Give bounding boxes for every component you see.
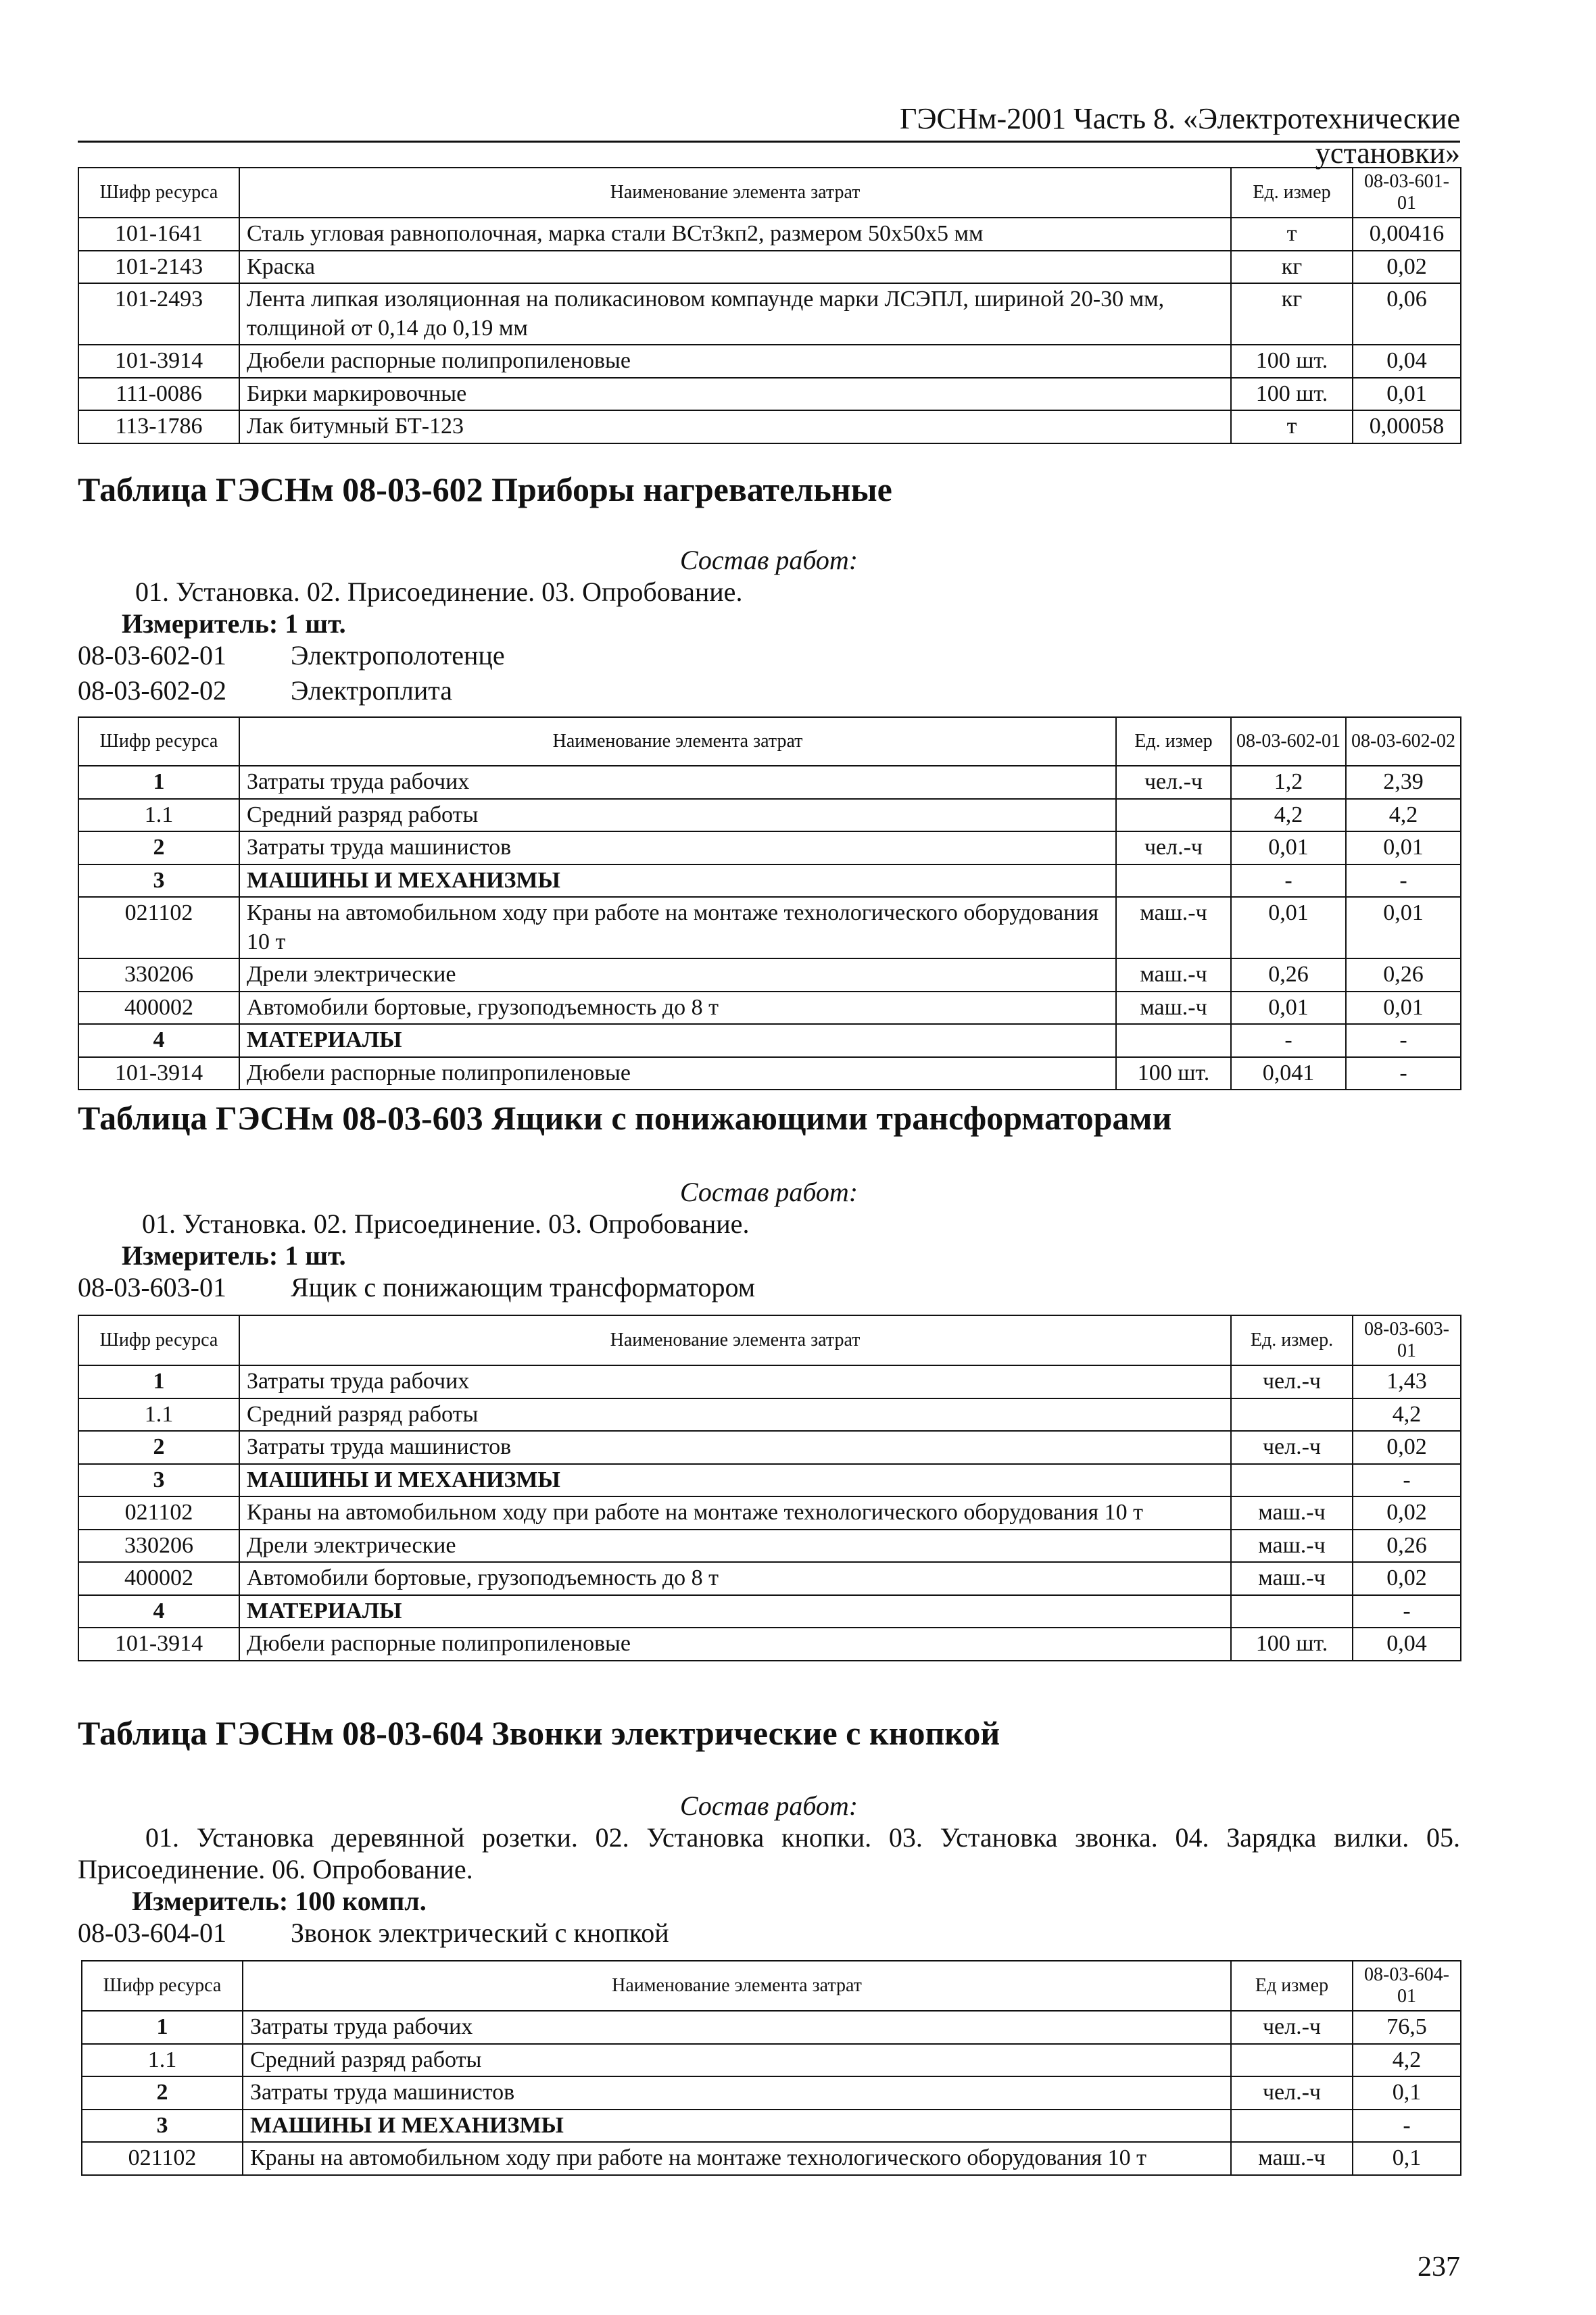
resource-unit: чел.-ч bbox=[1116, 831, 1231, 864]
resource-code: 101-2493 bbox=[78, 283, 239, 345]
resource-unit: чел.-ч bbox=[1231, 2011, 1353, 2044]
norm-value: 0,01 bbox=[1231, 992, 1346, 1025]
page-number: 237 bbox=[1418, 2251, 1460, 2283]
norm-value: 4,2 bbox=[1353, 1398, 1461, 1432]
resource-code: 2 bbox=[82, 2076, 243, 2110]
resource-code: 1 bbox=[78, 766, 239, 799]
table-row bbox=[78, 958, 1461, 992]
norm-value: 4,2 bbox=[1353, 2044, 1461, 2077]
resource-name: Бирки маркировочные bbox=[239, 378, 1231, 411]
norm-value: 0,01 bbox=[1346, 831, 1461, 864]
norm-value: 76,5 bbox=[1353, 2011, 1461, 2044]
resource-name: Лента липкая изоляционная на поликасиновом компаунде марки ЛСЭПЛ, шириной 20-30 мм, толщиной от 0,14 до 0,19 мм bbox=[239, 283, 1231, 345]
table-row bbox=[82, 2076, 1461, 2110]
norm-item bbox=[78, 1271, 755, 1307]
col-header-unit: Ед. измер bbox=[1116, 717, 1231, 766]
norm-value: 0,1 bbox=[1353, 2076, 1461, 2110]
resource-unit: чел.-ч bbox=[1231, 1365, 1353, 1398]
running-header: ГЭСНм-2001 Часть 8. «Электротехнические установки» bbox=[900, 102, 1460, 170]
resource-name: МАШИНЫ И МЕХАНИЗМЫ bbox=[239, 864, 1116, 898]
col-header-unit: Ед. измер. bbox=[1231, 1315, 1353, 1365]
resource-unit: чел.-ч bbox=[1231, 1431, 1353, 1464]
norm-item-list bbox=[78, 639, 505, 710]
resource-code: 330206 bbox=[78, 958, 239, 992]
norm-value: 0,06 bbox=[1353, 283, 1461, 345]
resource-unit: кг bbox=[1231, 283, 1353, 345]
table-row bbox=[78, 251, 1461, 284]
norm-value: 0,041 bbox=[1231, 1057, 1346, 1090]
table-row bbox=[82, 2142, 1461, 2175]
resource-unit: маш.-ч bbox=[1231, 1496, 1353, 1530]
resource-code: 4 bbox=[78, 1595, 239, 1628]
section-title-604: Таблица ГЭСНм 08-03-604 Звонки электрические с кнопкой bbox=[78, 1714, 1000, 1752]
resource-name: Дюбели распорные полипропиленовые bbox=[239, 1057, 1116, 1090]
resource-code: 400002 bbox=[78, 1562, 239, 1595]
col-header-unit: Ед. измер bbox=[1231, 168, 1353, 218]
table-row bbox=[78, 831, 1461, 864]
resource-name: Затраты труда рабочих bbox=[239, 1365, 1231, 1398]
resource-unit bbox=[1231, 1398, 1353, 1432]
norm-value: 0,1 bbox=[1353, 2142, 1461, 2175]
norm-value: 4,2 bbox=[1346, 799, 1461, 832]
resource-unit: т bbox=[1231, 218, 1353, 251]
col-header-name: Наименование элемента затрат bbox=[239, 1315, 1231, 1365]
resource-name: Средний разряд работы bbox=[239, 1398, 1231, 1432]
section-title-602: Таблица ГЭСНм 08-03-602 Приборы нагревательные bbox=[78, 470, 892, 508]
table-row bbox=[78, 1365, 1461, 1398]
norm-value: - bbox=[1353, 1464, 1461, 1497]
resource-code: 1 bbox=[78, 1365, 239, 1398]
resource-name: Краны на автомобильном ходу при работе на монтаже технологического оборудования 10 т bbox=[243, 2142, 1231, 2175]
norm-item-name: Электроплита bbox=[291, 675, 452, 706]
norm-value: 1,43 bbox=[1353, 1365, 1461, 1398]
table-row bbox=[78, 992, 1461, 1025]
norm-value: 0,01 bbox=[1346, 897, 1461, 958]
resource-unit bbox=[1116, 1024, 1231, 1057]
resource-code: 021102 bbox=[82, 2142, 243, 2175]
resource-code: 330206 bbox=[78, 1530, 239, 1563]
norm-value: 0,01 bbox=[1353, 378, 1461, 411]
norm-item-name: Звонок электрический с кнопкой bbox=[291, 1918, 669, 1948]
resource-unit: маш.-ч bbox=[1231, 2142, 1353, 2175]
norm-item bbox=[78, 1917, 669, 1952]
norm-value: 0,26 bbox=[1353, 1530, 1461, 1563]
resource-unit: т bbox=[1231, 410, 1353, 443]
measure-label: Измеритель: bbox=[122, 1240, 279, 1271]
norm-value: 0,00416 bbox=[1353, 218, 1461, 251]
resource-code: 101-1641 bbox=[78, 218, 239, 251]
resource-code: 101-3914 bbox=[78, 1057, 239, 1090]
resource-name: Дюбели распорные полипропиленовые bbox=[239, 1628, 1231, 1661]
table-row bbox=[82, 2044, 1461, 2077]
resource-name: Краска bbox=[239, 251, 1231, 284]
norm-item bbox=[78, 675, 505, 710]
resource-name: Средний разряд работы bbox=[239, 799, 1116, 832]
header-rule bbox=[78, 141, 1460, 143]
resource-code: 1.1 bbox=[82, 2044, 243, 2077]
resource-unit: 100 шт. bbox=[1231, 378, 1353, 411]
table-row bbox=[78, 897, 1461, 958]
table-row bbox=[78, 1024, 1461, 1057]
resource-name: Дюбели распорные полипропиленовые bbox=[239, 345, 1231, 378]
table-row bbox=[78, 1562, 1461, 1595]
norm-value: 0,02 bbox=[1353, 251, 1461, 284]
table-row bbox=[78, 378, 1461, 411]
col-header-name: Наименование элемента затрат bbox=[243, 1961, 1231, 2011]
measure-value: 1 шт. bbox=[285, 1240, 346, 1271]
norm-value: 0,00058 bbox=[1353, 410, 1461, 443]
norm-item-code: 08-03-604-01 bbox=[78, 1918, 226, 1948]
resource-code: 111-0086 bbox=[78, 378, 239, 411]
resource-name: МАТЕРИАЛЫ bbox=[239, 1595, 1231, 1628]
table-row bbox=[78, 1464, 1461, 1497]
measure-unit bbox=[132, 1885, 427, 1917]
resource-name: Затраты труда рабочих bbox=[239, 766, 1116, 799]
table-row bbox=[78, 345, 1461, 378]
col-header-name: Наименование элемента затрат bbox=[239, 717, 1116, 766]
norm-value: 0,26 bbox=[1346, 958, 1461, 992]
resource-code: 2 bbox=[78, 1431, 239, 1464]
col-header-code: Шифр ресурса bbox=[78, 168, 239, 218]
resource-table-604 bbox=[81, 1960, 1461, 2176]
resource-unit: маш.-ч bbox=[1231, 1562, 1353, 1595]
resource-code: 021102 bbox=[78, 897, 239, 958]
table-row bbox=[78, 218, 1461, 251]
norm-value: - bbox=[1346, 864, 1461, 898]
measure-label: Измеритель: bbox=[132, 1886, 289, 1916]
resource-unit: кг bbox=[1231, 251, 1353, 284]
norm-value: 0,04 bbox=[1353, 345, 1461, 378]
resource-unit: чел.-ч bbox=[1116, 766, 1231, 799]
resource-code: 1.1 bbox=[78, 1398, 239, 1432]
resource-code: 1 bbox=[82, 2011, 243, 2044]
work-composition-text: 01. Установка. 02. Присоединение. 03. Опробование. bbox=[135, 577, 743, 607]
measure-value: 100 компл. bbox=[295, 1886, 427, 1916]
resource-unit bbox=[1231, 2110, 1353, 2143]
col-header-unit: Ед измер bbox=[1231, 1961, 1353, 2011]
norm-item-code: 08-03-602-02 bbox=[78, 675, 226, 706]
work-composition-text-cont: Присоединение. 06. Опробование. bbox=[78, 1854, 473, 1884]
resource-name: Средний разряд работы bbox=[243, 2044, 1231, 2077]
norm-item-name: Ящик с понижающим трансформатором bbox=[291, 1272, 756, 1302]
table-row bbox=[78, 1398, 1461, 1432]
col-header-code: Шифр ресурса bbox=[78, 717, 239, 766]
resource-table-601 bbox=[78, 167, 1461, 444]
resource-unit bbox=[1116, 799, 1231, 832]
table-row bbox=[82, 2110, 1461, 2143]
resource-code: 113-1786 bbox=[78, 410, 239, 443]
resource-name: МАШИНЫ И МЕХАНИЗМЫ bbox=[239, 1464, 1231, 1497]
table-row bbox=[78, 1496, 1461, 1530]
work-composition-text: 01. Установка деревянной розетки. 02. Установка кнопки. 03. Установка звонка. 04. Зарядка вилки. 05. bbox=[145, 1822, 1460, 1853]
table-row bbox=[78, 766, 1461, 799]
resource-unit: маш.-ч bbox=[1231, 1530, 1353, 1563]
resource-unit: 100 шт. bbox=[1231, 345, 1353, 378]
norm-value: 4,2 bbox=[1231, 799, 1346, 832]
norm-item bbox=[78, 639, 505, 675]
resource-name: Дрели электрические bbox=[239, 1530, 1231, 1563]
table-row bbox=[78, 864, 1461, 898]
resource-code: 3 bbox=[78, 1464, 239, 1497]
work-composition-heading: Состав работ: bbox=[679, 1177, 859, 1207]
table-row bbox=[82, 2011, 1461, 2044]
norm-value: 0,02 bbox=[1353, 1562, 1461, 1595]
table-row bbox=[78, 1530, 1461, 1563]
work-composition-heading: Состав работ: bbox=[679, 545, 859, 575]
table-row bbox=[78, 283, 1461, 345]
resource-name: МАШИНЫ И МЕХАНИЗМЫ bbox=[243, 2110, 1231, 2143]
resource-name: Краны на автомобильном ходу при работе на монтаже технологического оборудования 10 т bbox=[239, 897, 1116, 958]
col-header-code: Шифр ресурса bbox=[82, 1961, 243, 2011]
resource-name: Затраты труда машинистов bbox=[239, 1431, 1231, 1464]
norm-value: 0,26 bbox=[1231, 958, 1346, 992]
resource-unit: 100 шт. bbox=[1231, 1628, 1353, 1661]
table-row bbox=[78, 1057, 1461, 1090]
norm-value: - bbox=[1231, 864, 1346, 898]
norm-value: 0,04 bbox=[1353, 1628, 1461, 1661]
resource-name: МАТЕРИАЛЫ bbox=[239, 1024, 1116, 1057]
measure-label: Измеритель: bbox=[122, 608, 279, 639]
resource-unit: маш.-ч bbox=[1116, 992, 1231, 1025]
table-row bbox=[78, 410, 1461, 443]
resource-unit bbox=[1231, 1464, 1353, 1497]
resource-name: Затраты труда рабочих bbox=[243, 2011, 1231, 2044]
resource-name: Лак битумный БТ-123 bbox=[239, 410, 1231, 443]
resource-name: Сталь угловая равнополочная, марка стали ВСт3кп2, размером 50х50х5 мм bbox=[239, 218, 1231, 251]
norm-item-list bbox=[78, 1271, 755, 1307]
norm-value: - bbox=[1346, 1057, 1461, 1090]
col-header-code: Шифр ресурса bbox=[78, 1315, 239, 1365]
resource-code: 021102 bbox=[78, 1496, 239, 1530]
resource-name: Краны на автомобильном ходу при работе на монтаже технологического оборудования 10 т bbox=[239, 1496, 1231, 1530]
measure-value: 1 шт. bbox=[285, 608, 346, 639]
measure-unit bbox=[122, 608, 346, 639]
table-row bbox=[78, 1628, 1461, 1661]
norm-value: 2,39 bbox=[1346, 766, 1461, 799]
resource-code: 101-2143 bbox=[78, 251, 239, 284]
resource-code: 400002 bbox=[78, 992, 239, 1025]
resource-table-602 bbox=[78, 716, 1461, 1090]
norm-value: 0,01 bbox=[1231, 831, 1346, 864]
norm-value: 0,01 bbox=[1346, 992, 1461, 1025]
norm-value: 0,02 bbox=[1353, 1496, 1461, 1530]
col-header-name: Наименование элемента затрат bbox=[239, 168, 1231, 218]
norm-value: - bbox=[1231, 1024, 1346, 1057]
norm-item-code: 08-03-602-01 bbox=[78, 640, 226, 671]
resource-name: Затраты труда машинистов bbox=[239, 831, 1116, 864]
norm-value: - bbox=[1353, 2110, 1461, 2143]
col-header-norm: 08-03-602-01 bbox=[1231, 717, 1346, 766]
norm-value: 0,02 bbox=[1353, 1431, 1461, 1464]
resource-name: Автомобили бортовые, грузоподъемность до 8 т bbox=[239, 992, 1116, 1025]
resource-unit: 100 шт. bbox=[1116, 1057, 1231, 1090]
work-composition-heading: Состав работ: bbox=[679, 1790, 859, 1821]
section-title-603: Таблица ГЭСНм 08-03-603 Ящики с понижающими трансформаторами bbox=[78, 1099, 1172, 1137]
norm-item-name: Электрополотенце bbox=[291, 640, 505, 671]
resource-code: 101-3914 bbox=[78, 345, 239, 378]
resource-code: 4 bbox=[78, 1024, 239, 1057]
col-header-norm: 08-03-602-02 bbox=[1346, 717, 1461, 766]
norm-value: - bbox=[1353, 1595, 1461, 1628]
table-row bbox=[78, 1595, 1461, 1628]
norm-item-code: 08-03-603-01 bbox=[78, 1272, 226, 1302]
work-composition-text: 01. Установка. 02. Присоединение. 03. Опробование. bbox=[142, 1209, 750, 1239]
norm-value: 0,01 bbox=[1231, 897, 1346, 958]
measure-unit bbox=[122, 1240, 346, 1271]
norm-value: - bbox=[1346, 1024, 1461, 1057]
table-row bbox=[78, 799, 1461, 832]
resource-name: Дрели электрические bbox=[239, 958, 1116, 992]
resource-name: Затраты труда машинистов bbox=[243, 2076, 1231, 2110]
col-header-norm: 08-03-604-01 bbox=[1353, 1961, 1461, 2011]
col-header-norm: 08-03-603-01 bbox=[1353, 1315, 1461, 1365]
resource-unit: чел.-ч bbox=[1231, 2076, 1353, 2110]
resource-unit: маш.-ч bbox=[1116, 897, 1231, 958]
norm-value: 1,2 bbox=[1231, 766, 1346, 799]
resource-unit bbox=[1231, 1595, 1353, 1628]
resource-code: 1.1 bbox=[78, 799, 239, 832]
table-row bbox=[78, 1431, 1461, 1464]
resource-table-603 bbox=[78, 1315, 1461, 1661]
resource-name: Автомобили бортовые, грузоподъемность до 8 т bbox=[239, 1562, 1231, 1595]
col-header-norm: 08-03-601-01 bbox=[1353, 168, 1461, 218]
norm-item-list bbox=[78, 1917, 669, 1952]
resource-code: 2 bbox=[78, 831, 239, 864]
resource-unit: маш.-ч bbox=[1116, 958, 1231, 992]
resource-unit bbox=[1116, 864, 1231, 898]
resource-code: 101-3914 bbox=[78, 1628, 239, 1661]
resource-code: 3 bbox=[78, 864, 239, 898]
resource-unit bbox=[1231, 2044, 1353, 2077]
resource-code: 3 bbox=[82, 2110, 243, 2143]
